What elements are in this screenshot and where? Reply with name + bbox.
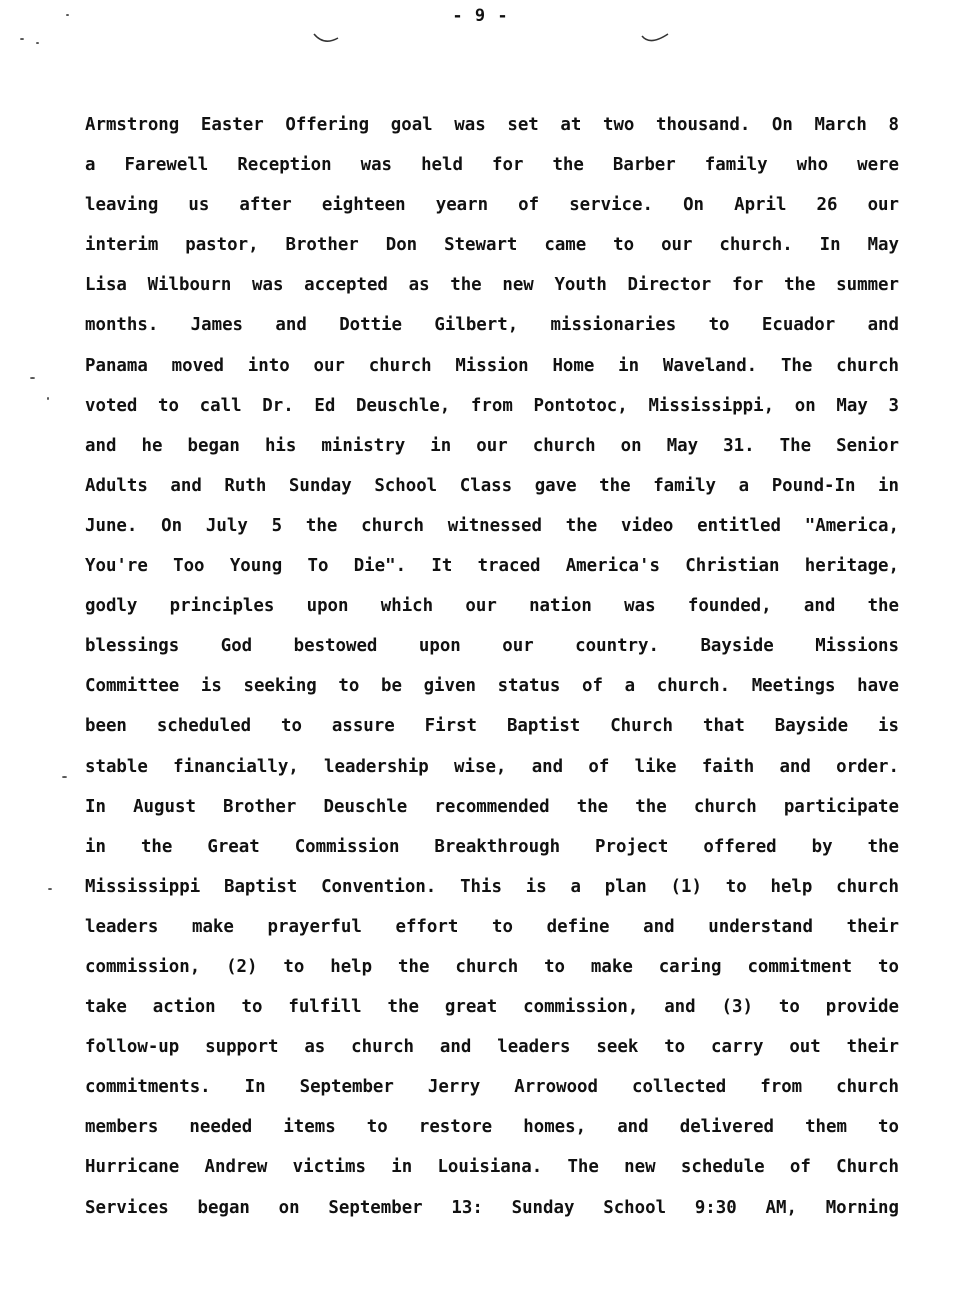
text-line: Committee is seeking to be given status of a church. Meetings have: [85, 676, 899, 697]
text-line: take action to fulfill the great commission, and (3) to provide: [85, 997, 899, 1018]
scan-speck: [20, 38, 24, 40]
text-line: voted to call Dr. Ed Deuschle, from Pontotoc, Mississippi, on May 3: [85, 395, 899, 416]
text-line: Hurricane Andrew victims in Louisiana. The new schedule of Church: [85, 1157, 899, 1178]
check-mark-left-icon: [312, 30, 342, 48]
text-line: in the Great Commission Breakthrough Project offered by the: [85, 836, 899, 857]
text-line: follow-up support as church and leaders seek to carry out their: [85, 1037, 899, 1058]
text-line: Lisa Wilbourn was accepted as the new Youth Director for the summer: [85, 275, 899, 296]
text-line: blessings God bestowed upon our country. Bayside Missions: [85, 636, 899, 657]
text-line: been scheduled to assure First Baptist Church that Bayside is: [85, 716, 899, 737]
text-line: members needed items to restore homes, and delivered them to: [85, 1117, 899, 1138]
scan-speck: [66, 14, 69, 16]
text-line: Panama moved into our church Mission Home in Waveland. The church: [85, 355, 899, 376]
text-line: June. On July 5 the church witnessed the video entitled "America,: [85, 515, 899, 536]
text-line: months. James and Dottie Gilbert, missionaries to Ecuador and: [85, 315, 899, 336]
scan-speck: [47, 397, 49, 400]
scan-speck: [36, 42, 39, 44]
text-line: Armstrong Easter Offering goal was set at two thousand. On March 8: [85, 115, 899, 135]
text-line: godly principles upon which our nation was founded, and the: [85, 596, 899, 617]
text-line: a Farewell Reception was held for the Barber family who were: [85, 155, 899, 176]
text-line: interim pastor, Brother Don Stewart came to our church. In May: [85, 235, 899, 256]
scan-speck: [62, 776, 67, 778]
text-line: commitments. In September Jerry Arrowood collected from church: [85, 1077, 899, 1098]
scan-speck: [48, 888, 52, 890]
scan-speck: [30, 377, 35, 379]
check-mark-right-icon: [640, 30, 670, 48]
text-line: Mississippi Baptist Convention. This is a plan (1) to help church: [85, 876, 899, 897]
text-line: You're Too Young To Die". It traced America's Christian heritage,: [85, 556, 899, 577]
text-line: commission, (2) to help the church to make caring commitment to: [85, 956, 899, 977]
text-line: leaving us after eighteen yearn of service. On April 26 our: [85, 195, 899, 216]
text-line: Adults and Ruth Sunday School Class gave the family a Pound-In in: [85, 475, 899, 496]
text-line: Services began on September 13: Sunday School 9:30 AM, Morning: [85, 1197, 899, 1218]
text-line: and he began his ministry in our church on May 31. The Senior: [85, 435, 899, 456]
text-line: leaders make prayerful effort to define and understand their: [85, 916, 899, 937]
text-line: In August Brother Deuschle recommended the the church participate: [85, 796, 899, 817]
page-number: - 9 -: [452, 6, 509, 26]
text-line: stable financially, leadership wise, and of like faith and order.: [85, 756, 899, 777]
body-text: [85, 105, 899, 1228]
